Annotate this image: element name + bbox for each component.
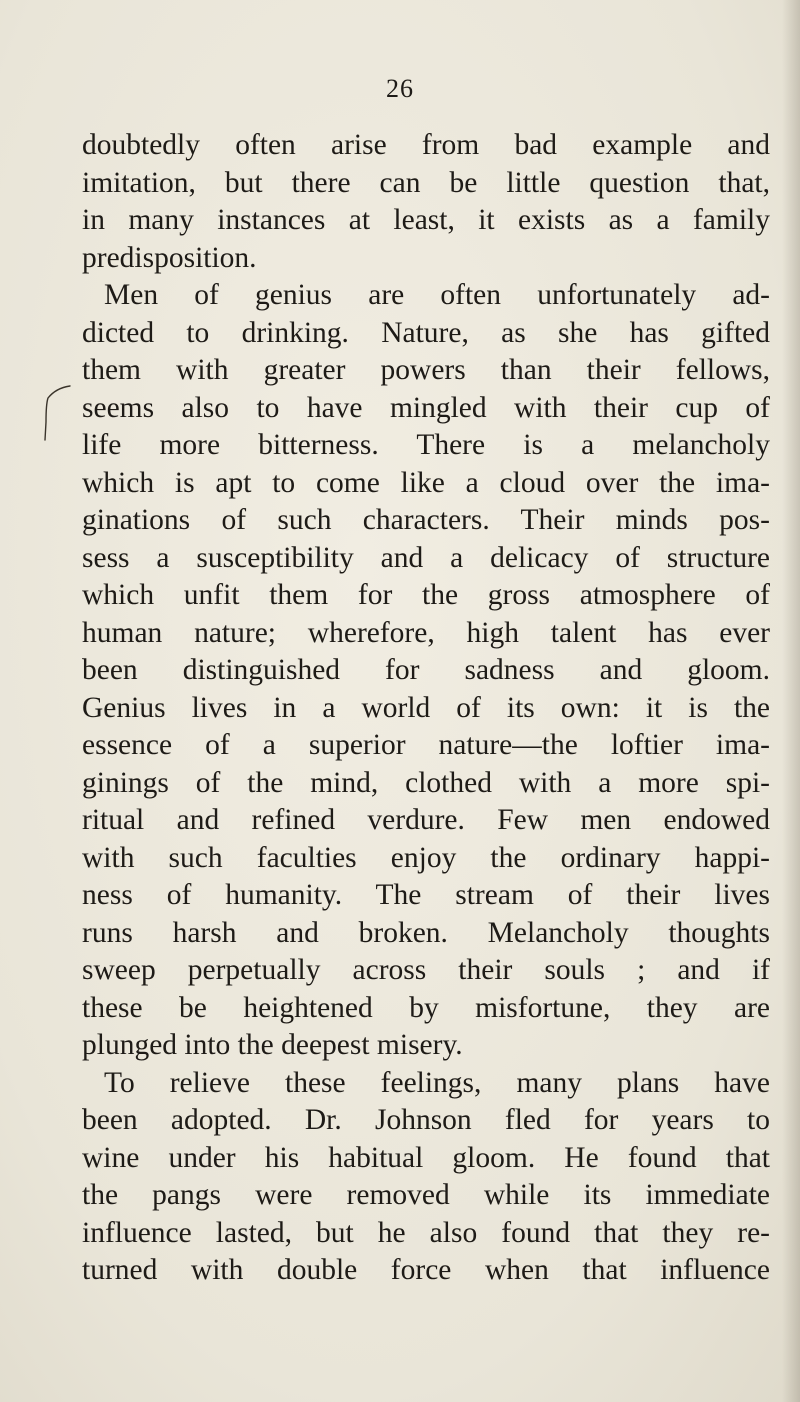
text-line: sweep perpetually across their souls ; and if	[82, 954, 770, 986]
text-line: essence of a superior nature—the loftier ima-	[82, 729, 770, 761]
text-line: wine under his habitual gloom. He found that	[82, 1141, 770, 1174]
text-line: ness of humanity. The stream of their lives	[82, 879, 770, 911]
text-line: human nature; wherefore, high talent has ever	[82, 616, 770, 649]
text-line: dicted to drinking. Nature, as she has gifted	[82, 316, 770, 349]
paragraph-start-line: To relieve these feelings, many plans have	[104, 1066, 770, 1099]
body-text	[82, 127, 770, 1290]
text-line: doubtedly often arise from bad example and	[82, 129, 770, 161]
text-line: been adopted. Dr. Johnson fled for years to	[82, 1104, 770, 1136]
text-line: with such faculties enjoy the ordinary happi-	[82, 841, 770, 874]
text-line: which is apt to come like a cloud over the ima-	[82, 466, 770, 499]
text-line: been distinguished for sadness and gloom.	[82, 654, 770, 686]
text-line: ginings of the mind, clothed with a more spi-	[82, 766, 770, 799]
page-edge-shadow	[782, 0, 800, 1402]
pencil-margin-mark	[36, 382, 76, 442]
paragraph-start-line: Men of genius are often unfortunately ad-	[104, 279, 770, 311]
text-line: in many instances at least, it exists as a family	[82, 204, 770, 236]
text-line: which unfit them for the gross atmosphere of	[82, 579, 770, 611]
text-line: sess a susceptibility and a delicacy of structure	[82, 541, 770, 574]
text-line: ritual and refined verdure. Few men endowed	[82, 804, 770, 836]
text-line: these be heightened by misfortune, they are	[82, 991, 770, 1024]
paragraph-end-line: predisposition.	[82, 241, 257, 274]
text-line: runs harsh and broken. Melancholy thoughts	[82, 916, 770, 949]
text-line: the pangs were removed while its immediate	[82, 1179, 770, 1211]
paragraph-end-line: plunged into the deepest misery.	[82, 1029, 463, 1061]
text-line: influence lasted, but he also found that they re-	[82, 1216, 770, 1249]
text-line: life more bitterness. There is a melancholy	[82, 429, 770, 461]
text-line: ginations of such characters. Their minds pos-	[82, 504, 770, 536]
text-line: seems also to have mingled with their cup of	[82, 391, 770, 424]
text-line: Genius lives in a world of its own: it is the	[82, 691, 770, 724]
text-line: them with greater powers than their fellows,	[82, 354, 770, 386]
text-line: imitation, but there can be little question that,	[82, 166, 770, 199]
text-line: turned with double force when that influence	[82, 1254, 770, 1286]
page-number: 26	[386, 74, 414, 103]
